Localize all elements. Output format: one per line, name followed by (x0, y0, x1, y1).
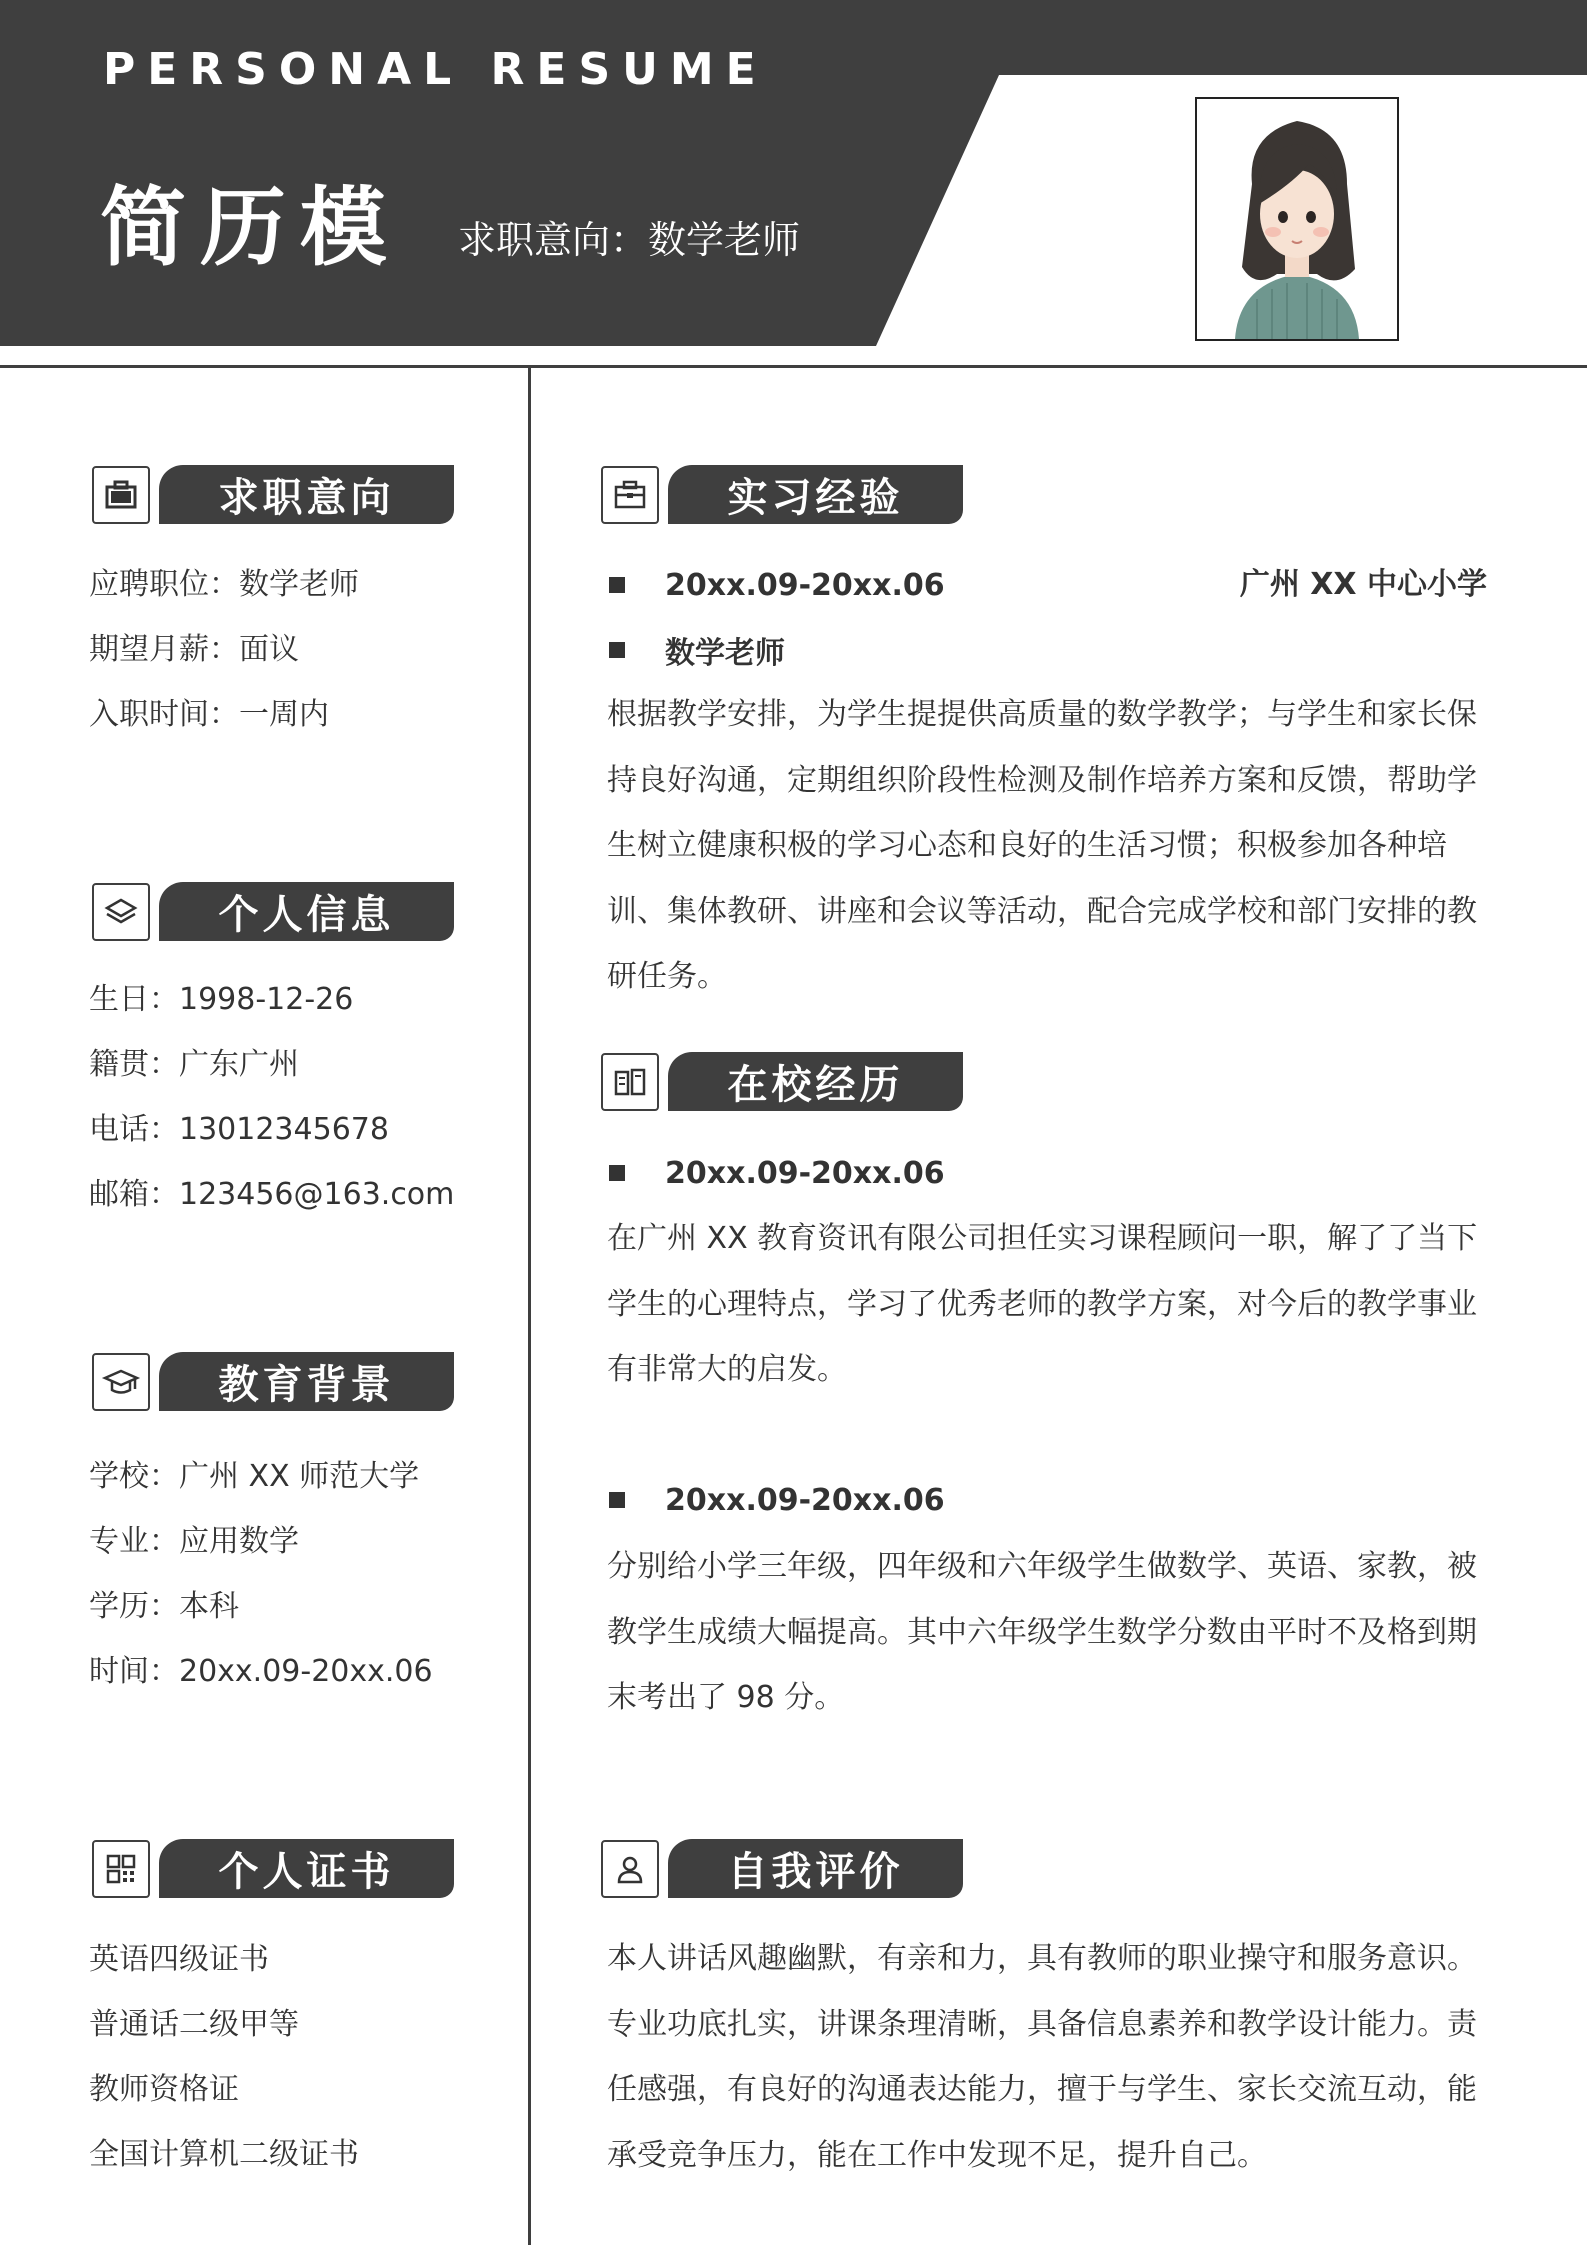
internship-date: 20xx.09-20xx.06 (665, 567, 945, 603)
section-campus-header (601, 1052, 963, 1112)
toolbox-icon (601, 466, 659, 524)
qr-code-icon (92, 1840, 150, 1898)
person-icon (601, 1840, 659, 1898)
self-eval-description: 本人讲话风趣幽默，有亲和力，具有教师的职业操守和服务意识。专业功底扎实，讲课条理清晰，具备信息素养和教学设计能力。责任感强，有良好的沟通表达能力，擅于与学生、家长交流互动，能承受竞争压力，能在工作中发现不足，提升自己。 (607, 1941, 1477, 2173)
section-job-intent-header (92, 465, 454, 525)
book-icon (601, 1053, 659, 1111)
briefcase-icon (92, 466, 150, 524)
section-personal-info-header (92, 882, 454, 942)
edu-school: 学校：广州 XX 师范大学 (89, 1459, 420, 1494)
info-hometown: 籍贯：广东广州 (89, 1047, 299, 1082)
bullet-marker (609, 577, 625, 593)
section-internship-header (601, 465, 963, 525)
graduation-cap-icon (92, 1353, 150, 1411)
internship-description: 根据教学安排，为学生提提供高质量的数学教学；与学生和家长保持良好沟通，定期组织阶段性检测及制作培养方案和反馈，帮助学生树立健康积极的学习心态和良好的生活习惯；积极参加各种培训、集体教研、讲座和会议等活动，配合完成学校和部门安排的教研任务。 (607, 697, 1477, 994)
section-self-eval-header (601, 1839, 963, 1899)
internship-date-row (609, 565, 945, 605)
bullet-marker (609, 1492, 625, 1508)
job-intent-position: 应聘职位：数学老师 (89, 567, 359, 602)
bullet-marker (609, 642, 625, 658)
cert-item: 英语四级证书 (89, 1942, 269, 1977)
column-divider (528, 368, 531, 2245)
layers-icon (92, 883, 150, 941)
edu-degree: 学历：本科 (89, 1589, 239, 1624)
campus-item-description: 分别给小学三年级，四年级和六年级学生做数学、英语、家教，被教学生成绩大幅提高。其中六年级学生数学分数由平时不及格到期末考出了 98 分。 (607, 1549, 1477, 1715)
edu-major: 专业：应用数学 (89, 1524, 299, 1559)
internship-role-row (609, 630, 785, 670)
section-education-header (92, 1352, 454, 1412)
edu-time: 时间：20xx.09-20xx.06 (89, 1654, 433, 1689)
campus-item-date: 20xx.09-20xx.06 (665, 1155, 945, 1191)
resume-title: 简历模 (100, 178, 400, 278)
resume-subtitle: PERSONAL RESUME (103, 44, 768, 95)
section-certificates-header (92, 1839, 454, 1899)
info-phone: 电话：13012345678 (89, 1112, 389, 1147)
internship-company: 广州 XX 中心小学 (1239, 567, 1487, 602)
header-divider (0, 365, 1587, 368)
avatar-illustration (1197, 99, 1397, 339)
info-birthday: 生日：1998-12-26 (89, 982, 354, 1017)
section-job-intent-title: 求职意向 (159, 465, 454, 524)
info-email: 邮箱：123456@163.com (89, 1177, 455, 1212)
cert-item: 教师资格证 (89, 2072, 239, 2107)
section-internship-title: 实习经验 (668, 465, 963, 524)
campus-item-date: 20xx.09-20xx.06 (665, 1482, 945, 1518)
campus-item-description: 在广州 XX 教育资讯有限公司担任实习课程顾问一职，解了了当下学生的心理特点，学习了优秀老师的教学方案，对今后的教学事业有非常大的启发。 (607, 1221, 1478, 1387)
header-job-target: 求职意向：数学老师 (458, 218, 801, 262)
job-intent-start: 入职时间：一周内 (89, 697, 329, 732)
section-education-title: 教育背景 (159, 1352, 454, 1411)
section-self-eval-title: 自我评价 (668, 1839, 963, 1898)
cert-item: 普通话二级甲等 (89, 2007, 299, 2042)
bullet-marker (609, 1165, 625, 1181)
campus-item-date-row (609, 1480, 945, 1520)
section-personal-info-title: 个人信息 (159, 882, 454, 941)
campus-item-date-row (609, 1153, 945, 1193)
cert-item: 全国计算机二级证书 (89, 2137, 359, 2172)
profile-photo (1195, 97, 1399, 341)
job-intent-salary: 期望月薪：面议 (89, 632, 299, 667)
section-certificates-title: 个人证书 (159, 1839, 454, 1898)
internship-role: 数学老师 (665, 636, 785, 671)
section-campus-title: 在校经历 (668, 1052, 963, 1111)
